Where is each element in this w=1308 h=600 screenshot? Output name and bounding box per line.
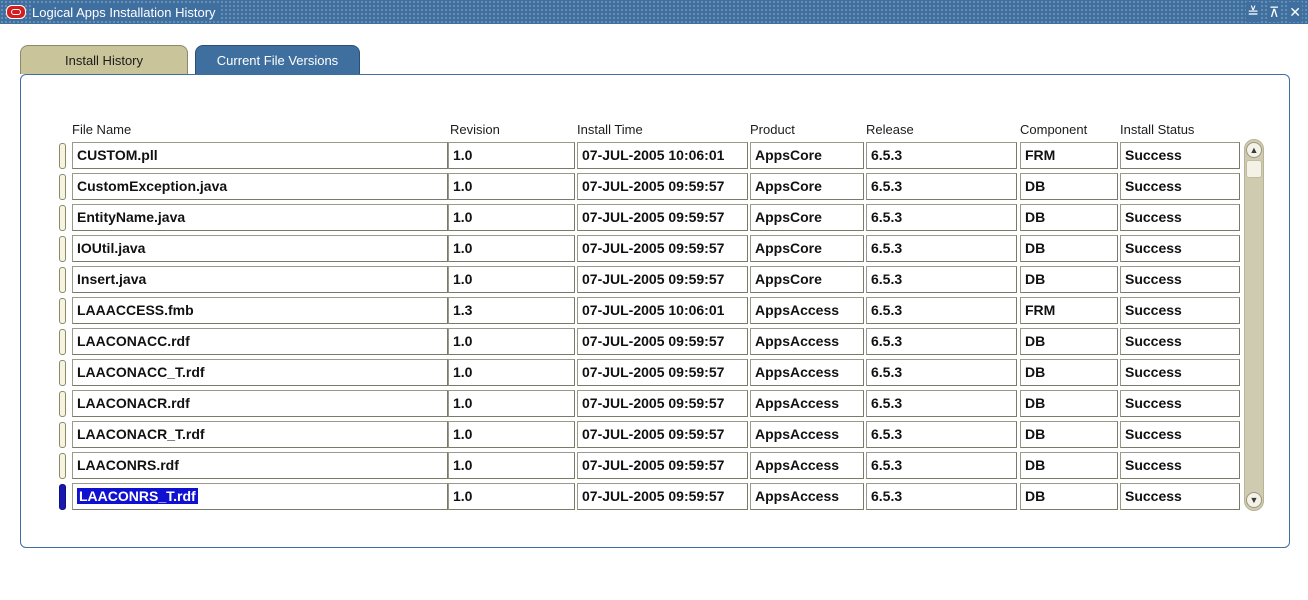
cell-install-time[interactable]: 07-JUL-2005 10:06:01: [577, 142, 748, 169]
cell-revision[interactable]: 1.0: [448, 421, 575, 448]
cell-component[interactable]: DB: [1020, 328, 1118, 355]
cell-release[interactable]: 6.5.3: [866, 235, 1017, 262]
cell-file-name[interactable]: CustomException.java: [72, 173, 448, 200]
cell-release[interactable]: 6.5.3: [866, 483, 1017, 510]
cell-product[interactable]: AppsAccess: [750, 452, 864, 479]
cell-product[interactable]: AppsCore: [750, 173, 864, 200]
table-row[interactable]: [0, 296, 1308, 325]
row-indicator[interactable]: [59, 143, 66, 169]
cell-release[interactable]: 6.5.3: [866, 266, 1017, 293]
scroll-thumb[interactable]: [1246, 160, 1262, 178]
cell-install-status[interactable]: Success: [1120, 235, 1240, 262]
cell-component[interactable]: DB: [1020, 483, 1118, 510]
cell-product[interactable]: AppsAccess: [750, 390, 864, 417]
cell-revision[interactable]: 1.0: [448, 359, 575, 386]
scroll-down-icon[interactable]: ▼: [1246, 492, 1262, 508]
cell-component[interactable]: DB: [1020, 390, 1118, 417]
cell-product[interactable]: AppsCore: [750, 142, 864, 169]
cell-install-status[interactable]: Success: [1120, 328, 1240, 355]
table-row[interactable]: [0, 265, 1308, 294]
table-row[interactable]: [0, 482, 1308, 511]
table-row[interactable]: [0, 172, 1308, 201]
cell-install-status[interactable]: Success: [1120, 359, 1240, 386]
cell-file-name[interactable]: [72, 483, 448, 510]
cell-install-status[interactable]: Success: [1120, 390, 1240, 417]
column-header-release: Release: [866, 122, 914, 137]
row-indicator[interactable]: [59, 422, 66, 448]
cell-product[interactable]: AppsCore: [750, 204, 864, 231]
cell-file-name[interactable]: LAAACCESS.fmb: [72, 297, 448, 324]
cell-revision[interactable]: 1.0: [448, 204, 575, 231]
cell-release[interactable]: 6.5.3: [866, 421, 1017, 448]
cell-component[interactable]: DB: [1020, 421, 1118, 448]
cell-install-status[interactable]: Success: [1120, 452, 1240, 479]
oracle-logo-icon: [6, 5, 26, 19]
cell-install-time[interactable]: 07-JUL-2005 09:59:57: [577, 235, 748, 262]
row-indicator[interactable]: [59, 205, 66, 231]
cell-install-time[interactable]: 07-JUL-2005 09:59:57: [577, 204, 748, 231]
vertical-scrollbar[interactable]: [1244, 139, 1264, 511]
table-row[interactable]: [0, 451, 1308, 480]
cell-revision[interactable]: 1.0: [448, 483, 575, 510]
cell-install-time[interactable]: 07-JUL-2005 09:59:57: [577, 266, 748, 293]
cell-revision[interactable]: 1.0: [448, 328, 575, 355]
table-row[interactable]: [0, 420, 1308, 449]
cell-file-name[interactable]: LAACONACC.rdf: [72, 328, 448, 355]
cell-install-status[interactable]: Success: [1120, 173, 1240, 200]
cell-revision[interactable]: 1.0: [448, 173, 575, 200]
column-header-install-time: Install Time: [577, 122, 643, 137]
cell-product[interactable]: AppsCore: [750, 235, 864, 262]
cell-component[interactable]: DB: [1020, 173, 1118, 200]
title-bar: [0, 0, 1308, 24]
cell-component[interactable]: FRM: [1020, 297, 1118, 324]
table-row[interactable]: [0, 203, 1308, 232]
cell-install-status[interactable]: Success: [1120, 266, 1240, 293]
cell-component[interactable]: DB: [1020, 204, 1118, 231]
row-indicator[interactable]: [59, 391, 66, 417]
cell-revision[interactable]: 1.0: [448, 142, 575, 169]
cell-product[interactable]: AppsAccess: [750, 328, 864, 355]
cell-release[interactable]: 6.5.3: [866, 173, 1017, 200]
cell-install-time[interactable]: 07-JUL-2005 09:59:57: [577, 452, 748, 479]
row-indicator[interactable]: [59, 174, 66, 200]
cell-file-name[interactable]: Insert.java: [72, 266, 448, 293]
cell-revision[interactable]: 1.0: [448, 390, 575, 417]
cell-release[interactable]: 6.5.3: [866, 390, 1017, 417]
cell-release[interactable]: 6.5.3: [866, 328, 1017, 355]
cell-file-name[interactable]: LAACONACR_T.rdf: [72, 421, 448, 448]
row-indicator[interactable]: [59, 484, 66, 510]
cell-file-name[interactable]: LAACONACC_T.rdf: [72, 359, 448, 386]
cell-release[interactable]: 6.5.3: [866, 142, 1017, 169]
cell-release[interactable]: 6.5.3: [866, 297, 1017, 324]
column-header-component: Component: [1020, 122, 1088, 137]
cell-install-time[interactable]: 07-JUL-2005 09:59:57: [577, 421, 748, 448]
cell-install-time[interactable]: 07-JUL-2005 09:59:57: [577, 328, 748, 355]
cell-component[interactable]: DB: [1020, 359, 1118, 386]
cell-product[interactable]: AppsAccess: [750, 421, 864, 448]
table-row[interactable]: [0, 234, 1308, 263]
cell-component[interactable]: FRM: [1020, 142, 1118, 169]
cell-install-status[interactable]: Success: [1120, 483, 1240, 510]
column-header-file-name: File Name: [72, 122, 132, 137]
cell-install-status[interactable]: Success: [1120, 421, 1240, 448]
cell-component[interactable]: DB: [1020, 235, 1118, 262]
cell-install-status[interactable]: Success: [1120, 142, 1240, 169]
scroll-up-icon[interactable]: ▲: [1246, 142, 1262, 158]
column-header-install-status: Install Status: [1120, 122, 1195, 137]
minimize-icon[interactable]: ≚: [1247, 4, 1260, 20]
cell-install-time[interactable]: 07-JUL-2005 09:59:57: [577, 483, 748, 510]
cell-install-time[interactable]: 07-JUL-2005 09:59:57: [577, 359, 748, 386]
maximize-icon[interactable]: ⊼: [1269, 4, 1280, 20]
cell-file-name[interactable]: IOUtil.java: [72, 235, 448, 262]
cell-file-name[interactable]: EntityName.java: [72, 204, 448, 231]
cell-revision[interactable]: 1.0: [448, 452, 575, 479]
cell-component[interactable]: DB: [1020, 452, 1118, 479]
cell-release[interactable]: 6.5.3: [866, 204, 1017, 231]
cell-product[interactable]: AppsAccess: [750, 297, 864, 324]
cell-install-status[interactable]: Success: [1120, 297, 1240, 324]
cell-revision[interactable]: 1.0: [448, 266, 575, 293]
tab-current-file-versions[interactable]: Current File Versions: [195, 45, 360, 74]
row-indicator[interactable]: [59, 267, 66, 293]
cell-product[interactable]: AppsAccess: [750, 483, 864, 510]
cell-revision[interactable]: 1.0: [448, 235, 575, 262]
cell-product[interactable]: AppsCore: [750, 266, 864, 293]
cell-revision[interactable]: 1.3: [448, 297, 575, 324]
cell-file-name[interactable]: CUSTOM.pll: [72, 142, 448, 169]
cell-release[interactable]: 6.5.3: [866, 452, 1017, 479]
cell-install-time[interactable]: 07-JUL-2005 09:59:57: [577, 390, 748, 417]
column-header-product: Product: [750, 122, 795, 137]
row-indicator[interactable]: [59, 360, 66, 386]
row-indicator[interactable]: [59, 453, 66, 479]
window-controls: [1246, 2, 1302, 22]
cell-install-status[interactable]: Success: [1120, 204, 1240, 231]
cell-install-time[interactable]: 07-JUL-2005 10:06:01: [577, 297, 748, 324]
cell-component[interactable]: DB: [1020, 266, 1118, 293]
close-icon[interactable]: ✕: [1289, 4, 1301, 20]
table-row[interactable]: [0, 358, 1308, 387]
window-title: Logical Apps Installation History: [32, 5, 220, 20]
tab-install-history[interactable]: Install History: [20, 45, 188, 74]
cell-install-time[interactable]: 07-JUL-2005 09:59:57: [577, 173, 748, 200]
row-indicator[interactable]: [59, 329, 66, 355]
table-row[interactable]: [0, 327, 1308, 356]
table-row[interactable]: [0, 141, 1308, 170]
row-indicator[interactable]: [59, 298, 66, 324]
selected-text: LAACONRS_T.rdf: [79, 488, 196, 504]
table-row[interactable]: [0, 389, 1308, 418]
cell-product[interactable]: AppsAccess: [750, 359, 864, 386]
row-indicator[interactable]: [59, 236, 66, 262]
cell-file-name[interactable]: LAACONACR.rdf: [72, 390, 448, 417]
cell-file-name[interactable]: LAACONRS.rdf: [72, 452, 448, 479]
column-header-revision: Revision: [450, 122, 500, 137]
cell-release[interactable]: 6.5.3: [866, 359, 1017, 386]
